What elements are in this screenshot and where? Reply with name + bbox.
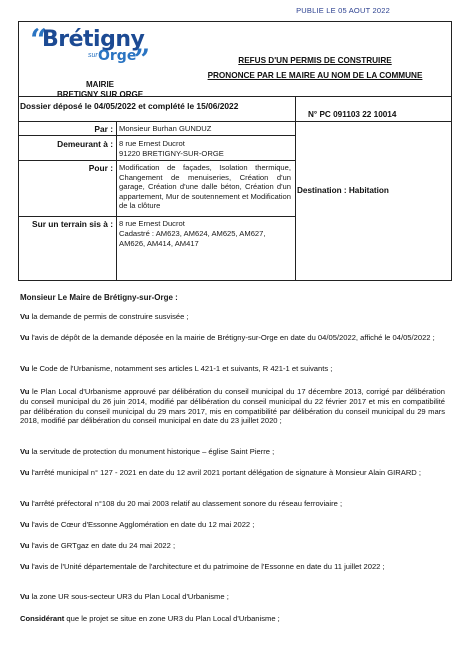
- paragraph-text: la servitude de protection du monument historique – église Saint Pierre ;: [29, 447, 275, 456]
- paragraph-keyword: Vu: [20, 592, 30, 601]
- paragraph-keyword: Vu: [20, 387, 30, 396]
- paragraph: [20, 468, 445, 478]
- paragraph-keyword: Vu: [20, 520, 30, 529]
- paragraph-text: que le projet se situe en zone UR3 du Plan Local d'Urbanisme ;: [64, 614, 280, 623]
- par-label: Par :: [94, 124, 113, 134]
- paragraph: [20, 387, 445, 426]
- document-title: REFUS D'UN PERMIS DE CONSTRUIRE: [238, 56, 392, 65]
- par-value: Monsieur Burhan GUNDUZ: [119, 124, 212, 133]
- mairie-block: [30, 80, 170, 100]
- logo-orge: Orge: [98, 48, 137, 64]
- terrain-line: 8 rue Ernest Ducrot: [119, 219, 185, 228]
- paragraph: [20, 312, 445, 322]
- pour-value: Modification de façades, Isolation thermique, Changement de menuiseries, Création d'un garage, Création d'une dalle béton, Création d'un appartement, Mur de soutennement et Modification de la clôture: [119, 163, 291, 211]
- paragraph-keyword: Vu: [20, 499, 30, 508]
- paragraph-keyword: Vu: [20, 562, 30, 571]
- document-subtitle: PRONONCE PAR LE MAIRE AU NOM DE LA COMMUNE: [207, 71, 423, 80]
- paragraph-text: le Plan Local d'Urbanisme approuvé par délibération du conseil municipal du 17 décembre 2013, corrigé par délibération du conseil municipal du 26 juin 2014, modifié par délibération du conseil municipal du 22 février 2017 et mis en compatibilité par délibération du conseil municipal du 29 mars 2017, mis en compatibilité par délibération du conseil municipal du 29 mars 2018, modifié par délibération du conseil municipal en date du 23 juillet 2020 ;: [20, 387, 445, 426]
- paragraph-text: l'avis de dépôt de la demande déposée en la mairie de Brétigny-sur-Orge en date du 04/05/2022, affiché le 04/05/2022 ;: [29, 333, 435, 342]
- mairie-line: MAIRIE: [86, 80, 114, 89]
- divider: [18, 216, 296, 217]
- dossier-dates: Dossier déposé le 04/05/2022 et complété le 15/06/2022: [20, 101, 239, 111]
- demeurant-line: 8 rue Ernest Ducrot: [119, 139, 185, 148]
- divider: [18, 160, 296, 161]
- paragraph-text: l'arrêté municipal n° 127 - 2021 en date du 12 avril 2021 portant délégation de signature à Monsieur Alain GIRARD ;: [29, 468, 422, 477]
- paragraph: [20, 364, 445, 374]
- paragraph-keyword: Vu: [20, 468, 30, 477]
- city-logo: [30, 23, 160, 76]
- paragraph-text: l'avis de Cœur d'Essonne Agglomération en date du 12 mai 2022 ;: [29, 520, 255, 529]
- paragraph-text: le Code de l'Urbanisme, notamment ses articles L 421-1 et suivants, R 421-1 et suivants ;: [29, 364, 333, 373]
- terrain-label: Sur un terrain sis à :: [32, 219, 113, 229]
- demeurant-label: Demeurant à :: [57, 139, 113, 149]
- paragraph-text: l'arrêté préfectoral n°108 du 20 mai 2003 relatif au classement sonore du réseau ferroviaire ;: [29, 499, 343, 508]
- divider: [18, 135, 296, 136]
- publication-stamp: PUBLIE LE 05 AOUT 2022: [296, 6, 390, 15]
- divider: [18, 121, 452, 122]
- logo-quote-icon: “: [30, 23, 48, 58]
- paragraph: [20, 614, 445, 624]
- paragraph: [20, 333, 445, 343]
- divider: [116, 121, 117, 281]
- mairie-line: BRETIGNY SUR ORGE: [56, 90, 144, 99]
- divider: [295, 96, 296, 121]
- paragraph-keyword: Vu: [20, 364, 30, 373]
- paragraph: [20, 447, 445, 457]
- paragraph-text: l'avis de GRTgaz en date du 24 mai 2022 ;: [29, 541, 176, 550]
- logo-quote-icon: ”: [134, 43, 151, 76]
- terrain-line: AM626, AM414, AM417: [119, 239, 199, 248]
- paragraph: [20, 592, 445, 602]
- permit-number: N° PC 091103 22 10014: [308, 110, 397, 119]
- demeurant-line: 91220 BRETIGNY-SUR-ORGE: [119, 149, 224, 158]
- paragraph-text: la zone UR sous-secteur UR3 du Plan Local d'Urbanisme ;: [29, 592, 229, 601]
- paragraph-keyword: Considérant: [20, 614, 65, 623]
- paragraph-keyword: Vu: [20, 541, 30, 550]
- terrain-line: Cadastré : AM623, AM624, AM625, AM627,: [119, 229, 266, 238]
- paragraph-text: la demande de permis de construire susvisée ;: [29, 312, 189, 321]
- paragraph-keyword: Vu: [20, 312, 30, 321]
- salutation: Monsieur Le Maire de Brétigny-sur-Orge :: [20, 293, 178, 302]
- paragraph: [20, 520, 445, 530]
- destination: Destination : Habitation: [297, 186, 389, 195]
- paragraph: [20, 499, 445, 509]
- paragraph: [20, 562, 445, 572]
- paragraph-keyword: Vu: [20, 447, 30, 456]
- logo-sur: sur: [88, 52, 98, 59]
- paragraph: [20, 541, 445, 551]
- paragraph-text: l'avis de l'Unité départementale de l'architecture et du patrimoine de l'Essonne en date du 11 juillet 2022 ;: [29, 562, 385, 571]
- paragraph-keyword: Vu: [20, 333, 30, 342]
- divider: [295, 121, 296, 281]
- pour-label: Pour :: [88, 163, 113, 173]
- logo-word: Brétigny: [42, 27, 145, 52]
